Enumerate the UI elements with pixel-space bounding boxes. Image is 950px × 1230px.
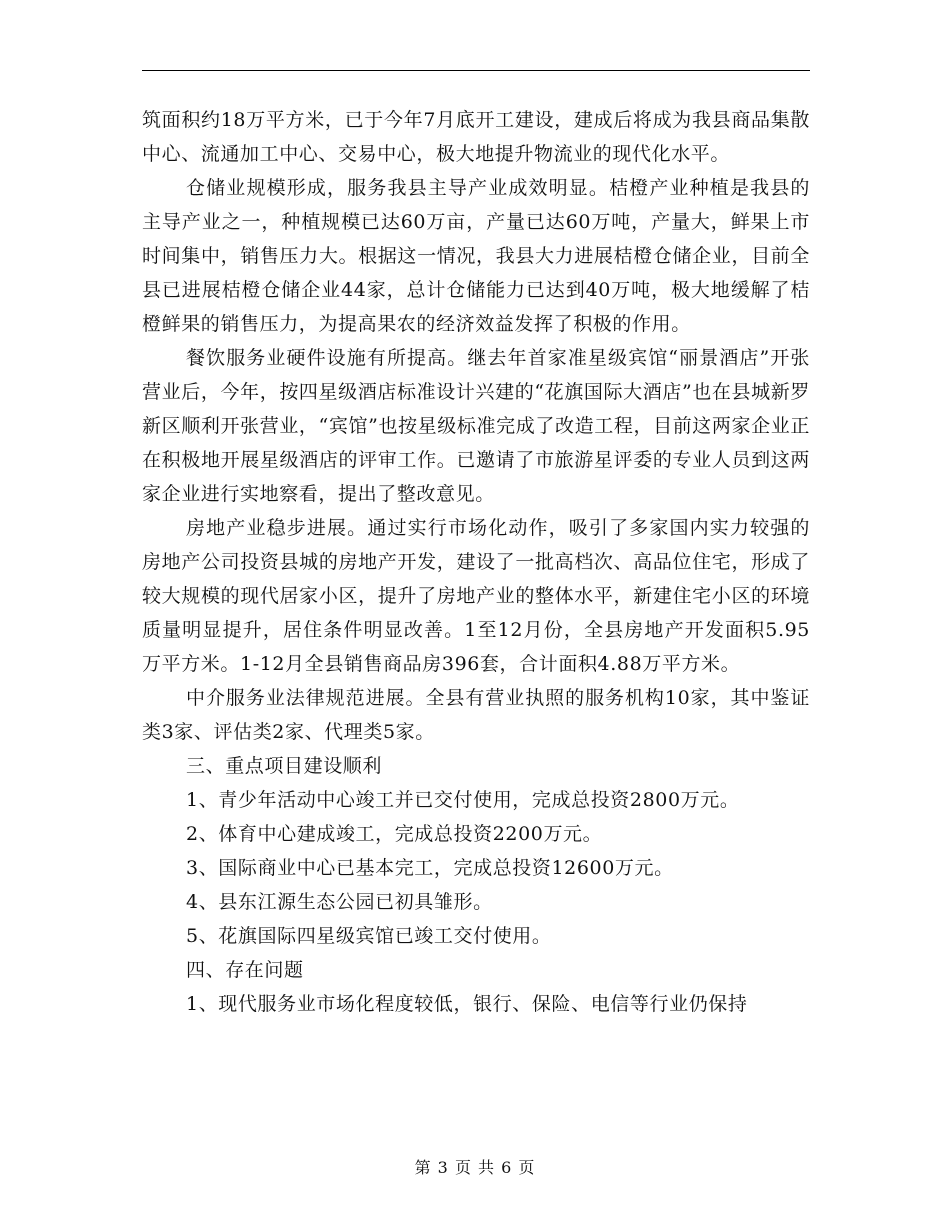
list-item-project-2: 2、体育中心建成竣工，完成总投资2200万元。 bbox=[186, 823, 603, 845]
list-item-problem-1: 1、现代服务业市场化程度较低，银行、保险、电信等行业仍保持 bbox=[186, 993, 748, 1015]
section-heading-key-projects: 三、重点项目建设顺利 bbox=[186, 755, 383, 777]
paragraph-intermediary: 中介服务业法律规范进展。全县有营业执照的服务机构10家，其中鉴证类3家、评估类2家、代理类5家。 bbox=[142, 687, 810, 743]
header-rule bbox=[142, 70, 810, 71]
paragraph-catering: 餐饮服务业硬件设施有所提高。继去年首家准星级宾馆“丽景酒店”开张营业后，今年，按四星级酒店标准设计兴建的“花旗国际大酒店”也在县城新罗新区顺利开张营业，“宾馆”也按星级标准完成了改造工程，目前这两家企业正在积极地开展星级酒店的评审工作。已邀请了市旅游星评委的专业人员到这两家企业进行实地察看，提出了整改意见。 bbox=[142, 347, 810, 505]
list-item-project-3: 3、国际商业中心已基本完工，完成总投资12600万元。 bbox=[186, 857, 674, 879]
paragraph-real-estate: 房地产业稳步进展。通过实行市场化动作，吸引了多家国内实力较强的房地产公司投资县城的房地产开发，建设了一批高档次、高品位住宅，形成了较大规模的现代居家小区，提升了房地产业的整体水平，新建住宅小区的环境质量明显提升，居住条件明显改善。1至12月份，全县房地产开发面积5.95万平方米。1-12月全县销售商品房396套，合计面积4.88万平方米。 bbox=[142, 517, 810, 675]
list-item-project-4: 4、县东江源生态公园已初具雏形。 bbox=[186, 891, 493, 913]
list-item-project-1: 1、青少年活动中心竣工并已交付使用，完成总投资2800万元。 bbox=[186, 789, 740, 811]
section-heading-problems: 四、存在问题 bbox=[186, 959, 304, 981]
page-number-footer: 第 3 页 共 6 页 bbox=[414, 1158, 536, 1177]
list-item-project-5: 5、花旗国际四星级宾馆已竣工交付使用。 bbox=[186, 925, 552, 947]
paragraph-continuation: 筑面积约18万平方米，已于今年7月底开工建设，建成后将成为我县商品集散中心、流通加工中心、交易中心，极大地提升物流业的现代化水平。 bbox=[142, 109, 810, 165]
paragraph-warehousing: 仓储业规模形成，服务我县主导产业成效明显。桔橙产业种植是我县的主导产业之一，种植规模已达60万亩，产量已达60万吨，产量大，鲜果上市时间集中，销售压力大。根据这一情况，我县大力进展桔橙仓储企业，目前全县已进展桔橙仓储企业44家，总计仓储能力已达到40万吨，极大地缓解了桔橙鲜果的销售压力，为提高果农的经济效益发挥了积极的作用。 bbox=[142, 177, 810, 335]
document-body bbox=[142, 103, 810, 1021]
